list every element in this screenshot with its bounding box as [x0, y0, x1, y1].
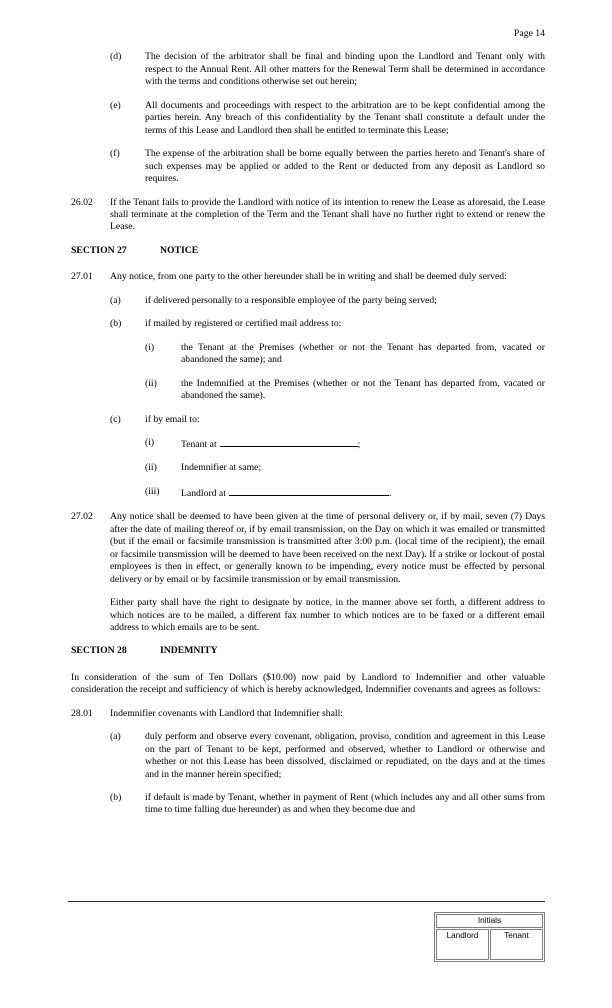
clause-27-01-b-label: (b): [110, 318, 122, 330]
clause-28-01-a: [110, 731, 545, 781]
clause-27-01-c-i-text: [181, 437, 545, 451]
landlord-email-blank: [229, 486, 389, 496]
section-28-title: INDEMNITY: [160, 645, 218, 657]
clause-27-01-a-text: if delivered personally to a responsible employee of the party being served;: [145, 294, 437, 306]
clause-27-01-b-i-text: the Tenant at the Premises (whether or not the Tenant has departed from, vacated or abandoned the same); and: [181, 341, 545, 366]
clause-26-02: [71, 197, 545, 234]
clause-26-02-label: 26.02: [71, 196, 93, 208]
clause-27-01-c-i-label: (i): [145, 436, 155, 448]
clause-28-01-b: [110, 792, 545, 817]
clause-27-01-c-ii-label: (ii): [145, 462, 157, 474]
tenant-initials-cell: Tenant: [490, 929, 543, 960]
landlord-email-suffix: .: [388, 487, 392, 499]
clause-28-01-b-label: (b): [110, 792, 122, 804]
section-28-number: SECTION 28: [71, 645, 127, 657]
clause-28-01-label: 28.01: [71, 707, 93, 719]
clause-28-01-b-text: if default is made by Tenant, whether in payment of Rent (which includes any and all other sums from time to time falling due hereunder) as and when they become due and: [145, 792, 545, 816]
initials-header-row: [436, 914, 543, 928]
clause-e-text: All documents and proceedings with respect to the arbitration are to be kept confidential among the parties herein. Any breach of this confidentiality by the Tenant shall constitute a default under the terms of this Lease and Landlord then shall be entitled to terminate this Lease;: [145, 99, 545, 136]
clause-27-01-b: [110, 318, 545, 330]
clause-27-01-c-ii: [145, 462, 545, 474]
clause-f: [110, 148, 545, 185]
clause-27-01-label: 27.01: [71, 271, 93, 283]
clause-27-01-b-ii-label: (ii): [145, 377, 157, 389]
clause-27-01-c-iii-text: [181, 486, 545, 500]
initials-header-cell: Initials: [436, 914, 543, 928]
section-28-heading: [71, 645, 545, 657]
clause-27-01-c-text: if by email to:: [145, 413, 200, 425]
clause-d-label: (d): [110, 51, 122, 63]
clause-27-02-continuation: Either party shall have the right to designate by notice, in the manner above set forth, a different address to which notices are to be mailed, a different fax number to which notices are to be faxed or a different email address to which emails are to be sent.: [110, 597, 545, 633]
clause-e-label: (e): [110, 99, 121, 111]
clause-27-01-b-text: if mailed by registered or certified mail address to:: [145, 318, 342, 330]
clause-27-01-c-iii-label: (iii): [145, 485, 160, 497]
clause-28-01-a-text: duly perform and observe every covenant, obligation, proviso, condition and agreement in this Lease on the part of Tenant to be kept, performed and observed, whether to Landlord or otherwise and whether or not this Lease has been dissolved, disclaimed or repudiated, on the days and at the times and in the manner herein specified;: [145, 731, 545, 780]
tenant-email-prefix: Tenant at: [181, 438, 217, 450]
landlord-initials-cell: Landlord: [436, 929, 489, 960]
clause-f-text: The expense of the arbitration shall be borne equally between the parties hereto and Tenant's share of such expenses may be applied or added to the Rent or deducted from any deposit as Landlord so requires.: [145, 148, 545, 185]
clause-27-02-label: 27.02: [71, 511, 93, 523]
clause-27-01-b-i: [145, 342, 545, 367]
section-27-title: NOTICE: [160, 244, 199, 256]
clause-28-01-text: Indemnifier covenants with Landlord that Indemnifier shall:: [110, 707, 343, 719]
initials-table: [434, 912, 545, 962]
clause-d-text: The decision of the arbitrator shall be final and binding upon the Landlord and Tenant only with respect to the Annual Rent. All other matters for the Renewal Term shall be determined in accordance with the terms and conditions otherwise set out herein;: [145, 51, 545, 88]
section-27-number: SECTION 27: [71, 244, 127, 256]
clause-27-01-b-ii: [145, 378, 545, 403]
clause-27-01: [71, 271, 545, 283]
clause-27-02: [71, 511, 545, 586]
footer-rule: [68, 901, 545, 902]
clause-28-01-a-label: (a): [110, 731, 121, 743]
clause-f-label: (f): [110, 148, 120, 160]
page-number: Page 14: [514, 28, 545, 39]
clause-27-01-text: Any notice, from one party to the other hereunder shall be in writing and shall be deemed duly served:: [110, 271, 507, 283]
clause-26-02-text: If the Tenant fails to provide the Landlord with notice of its intention to renew the Lease as aforesaid, the Lease shall terminate at the completion of the Term and the Tenant shall have no further right to extend or renew the Lease.: [110, 196, 545, 233]
clause-27-01-c-ii-text: Indemnifier at same;: [181, 462, 262, 474]
clause-d: [110, 51, 545, 88]
clause-27-01-c-iii: [145, 486, 545, 500]
clause-e: [110, 100, 545, 137]
section-27-heading: [71, 245, 545, 257]
clause-27-01-a-label: (a): [110, 294, 121, 306]
clause-27-01-a: [110, 295, 545, 307]
section-28-intro: In consideration of the sum of Ten Dollars ($10.00) now paid by Landlord to Indemnifier and other valuable consideration the receipt and sufficiency of which is hereby acknowledged, Indemnifier covenants and agrees as follows:: [71, 671, 545, 696]
page-content: [71, 28, 545, 828]
tenant-email-blank: [220, 437, 358, 447]
clause-27-01-c: [110, 414, 545, 426]
clause-27-01-c-label: (c): [110, 413, 121, 425]
tenant-email-suffix: ;: [357, 438, 361, 450]
clause-27-01-c-i: [145, 437, 545, 451]
clause-27-01-b-ii-text: the Indemnified at the Premises (whether or not the Tenant has departed from, vacated or abandoned the same).: [181, 377, 545, 402]
clause-27-01-b-i-label: (i): [145, 341, 155, 353]
clause-27-02-text: Any notice shall be deemed to have been given at the time of personal delivery or, if by mail, seven (7) Days after the date of mailing thereof or, if by email transmission, on the Day on which it was emailed or transmitted (but if the email or facsimile transmission is transmitted after 3:00 p.m. (local time of the recipient), the email or facsimile transmission will be deemed to have been received on the next Day). If a strike or lockout of postal employees is then in effect, or generally known to be impending, every notice must be effected by personal delivery or by email or by facsimile transmission or by email transmission.: [110, 511, 545, 585]
landlord-email-prefix: Landlord at: [181, 487, 226, 499]
clause-28-01: [71, 708, 545, 720]
initials-body-row: [436, 929, 543, 960]
